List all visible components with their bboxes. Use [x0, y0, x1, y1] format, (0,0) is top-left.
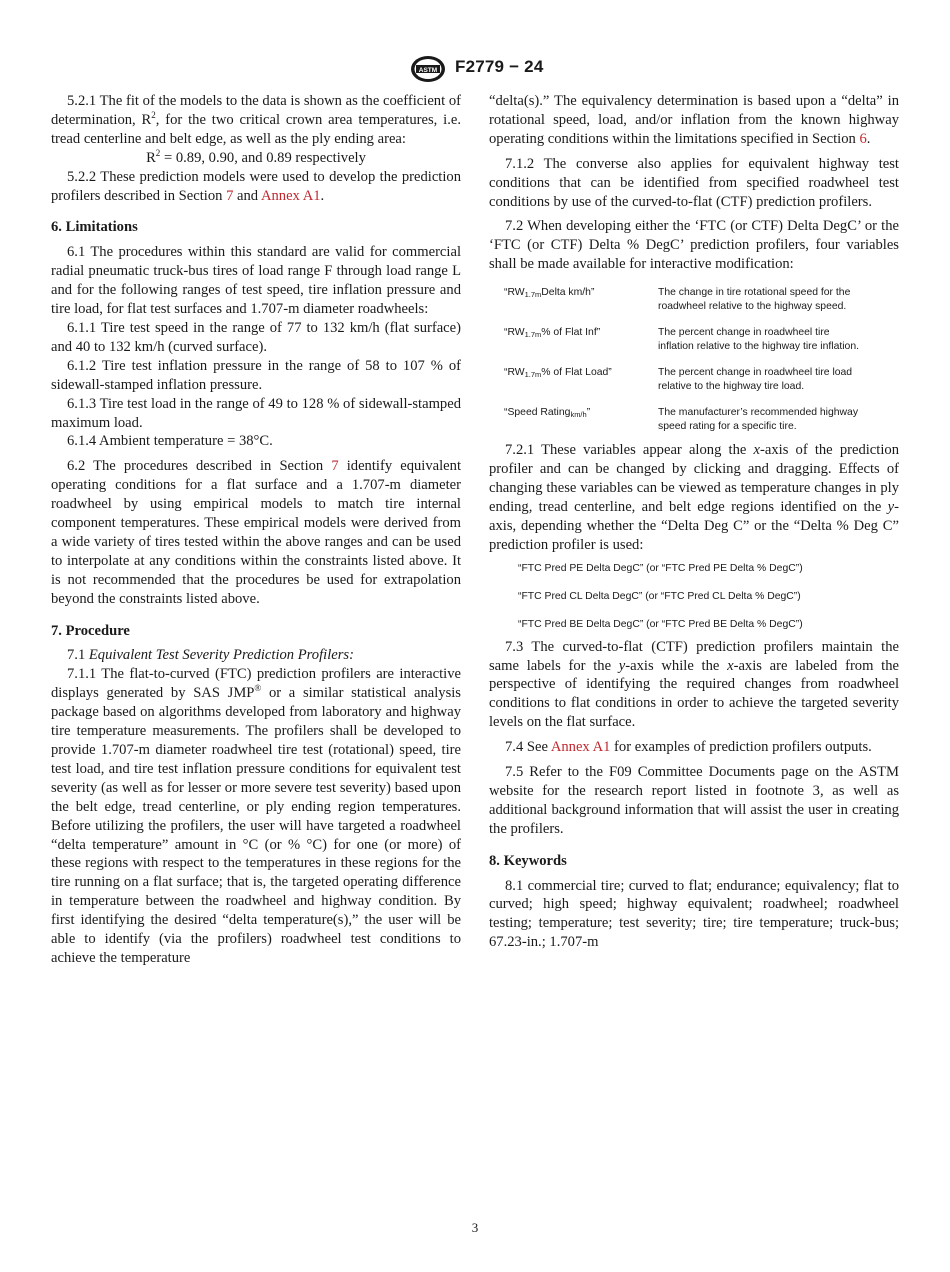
right-column [489, 92, 899, 952]
variable-name: “Speed Ratingkm/h” [504, 407, 591, 420]
paragraph-7-2: 7.2 When developing either the ‘FTC (or CTF) Delta DegC’ or the ‘FTC (or CTF) Delta % DegC’ prediction profilers, four variables shall be made available for interactive modification: [489, 218, 899, 273]
list-item: “FTC Pred PE Delta DegC” (or “FTC Pred PE Delta % DegC”) [518, 562, 803, 574]
variable-name: “RW1.7m% of Flat Load” [504, 367, 612, 380]
table-row [489, 286, 899, 314]
paragraph-6-1-4: 6.1.4 Ambient temperature = 38°C. [67, 433, 273, 450]
r-squared-values: $R^2 = 0.89$, 0.90, and 0.89 respectively [146, 147, 366, 166]
paragraph-6-1-1: 6.1.1 Tire test speed in the range of 77 to 132 km/h (flat surface) and 40 to 132 km/h (curved surface). [51, 319, 461, 355]
table-row [489, 406, 899, 434]
profiler-label-list [489, 562, 899, 632]
profiler-variables-table [489, 286, 899, 434]
paragraph-7-5: 7.5 Refer to the F09 Committee Documents page on the ASTM website for the research report listed in footnote 3, as well as additional background information that will assist the user in creating the profilers. [489, 764, 899, 837]
annex-a1-link[interactable]: Annex A1 [550, 739, 611, 756]
paragraph-5-2-2: 5.2.2 These prediction models were used to develop the prediction profilers described in Section 7 and Annex A1. [51, 168, 461, 204]
variable-description: The manufacturer’s recommended highway speed rating for a specific tire. [658, 407, 859, 433]
table-row [489, 326, 899, 354]
paragraph-7-1-1: 7.1.1 The flat-to-curved (FTC) prediction profilers are interactive displays generated by SAS JMP® or a similar statistical analysis package based on algorithms developed from laboratory and highway tire temperature measurements. The profilers shall be developed to provide 1.707-m diameter roadwheel tire test (rotational) speed, tire test load, and tire test inflation pressure conditions for equivalent test severity (as well as for lesser or more severe test severity) based upon the belt edge, tread centerline, or ply ending region temperatures. Before utilizing the profilers, the user will have targeted a roadwheel “delta temperature” amount in °C (or % °C) for one (or more) of these regions with respect to the temperatures in these regions for the tire running on a flat surface; that is, the targeted operating difference in temperature between the roadwheel and highway condition. By first identifying the desired “delta temperature(s),” the user will be able to identify (via the profilers) roadwheel test conditions to achieve the temperature [51, 666, 461, 966]
paragraph-7-1-2: 7.1.2 The converse also applies for equivalent highway test conditions that can be identified from specified roadwheel test conditions by use of the curved-to-flat (CTF) prediction profilers. [489, 155, 899, 210]
list-item: “FTC Pred CL Delta DegC” (or “FTC Pred CL Delta % DegC”) [518, 590, 801, 602]
svg-text:ASTM: ASTM [418, 66, 438, 74]
paragraph-6-1-2: 6.1.2 Tire test inflation pressure in the range of 58 to 107 % of sidewall-stamped inflation pressure. [51, 357, 461, 393]
section-7-link[interactable]: 7 [331, 458, 339, 475]
variable-description: The percent change in roadwheel tire inflation relative to the highway tire inflation. [658, 327, 859, 353]
paragraph-8-1: 8.1 commercial tire; curved to flat; endurance; equivalency; flat to curved; high speed; highway equivalent; roadwheel; roadwheel testing; temperature; test severity; tire; tire temperature; truck-bus; 67.23-in.; 1.707-m [489, 877, 899, 951]
list-item: “FTC Pred BE Delta DegC” (or “FTC Pred BE Delta % DegC”) [518, 618, 803, 630]
paragraph-5-2-1: 5.2.1 The fit of the models to the data is shown as the coefficient of determination, $R^2$, for the two critical crown area temperatures, i.e. tread centerline and belt edge, as well as the ply ending area: [51, 93, 461, 147]
annex-a1-link[interactable]: Annex A1 [260, 187, 321, 204]
table-row [489, 366, 899, 394]
page-header [0, 54, 950, 84]
left-column [51, 92, 461, 968]
heading-procedure: 7. Procedure [51, 622, 130, 639]
paragraph-7-2-1: 7.2.1 These variables appear along the x-axis of the prediction profiler and can be changed by clicking and dragging. Effects of changing these variables can be viewed as temperature changes in ply ending, tread centerline, and belt edge regions identified on the y-axis, depending whether the “Delta Deg C” or the “Delta % Deg C” prediction profiler is used: [489, 442, 899, 553]
section-6-link[interactable]: 6 [859, 130, 867, 147]
paragraph-6-1: 6.1 The procedures within this standard are valid for commercial radial pneumatic truck-bus tires of load range F through load range L and for the following ranges of test speed, tire inflation pressure and tire load, for flat test surfaces and 1.707-m diameter roadwheels: [51, 244, 461, 318]
paragraph-6-2: 6.2 The procedures described in Section 7 identify equivalent operating conditions for a flat surface and a 1.707-m diameter roadwheel by using empirical models to match tire internal component temperatures. These empirical models were derived from a wide variety of tires tested within the above ranges and can be used to interpolate at any conditions within the constraints listed above. It is not recommended that the procedures be used for extrapolation beyond the constraints listed above. [51, 458, 461, 607]
variable-description: The percent change in roadwheel tire load relative to the highway tire load. [658, 367, 853, 393]
paragraph-7-4: 7.4 See Annex A1 for examples of prediction profilers outputs. [505, 739, 872, 756]
paragraph-7-1-1-continued: “delta(s).” The equivalency determination is based upon a “delta” in rotational speed, load, and/or inflation from the known highway operating conditions within the limitations specified in Section 6. [489, 93, 899, 147]
section-7-link[interactable]: 7 [226, 187, 234, 204]
variable-name: “RW1.7mDelta km/h” [504, 287, 595, 300]
paragraph-7-3: 7.3 The curved-to-flat (CTF) prediction profilers maintain the same labels for the y-axis while the x-axis are labeled from the perspective of identifying the required changes from roadwheel conditions to flat conditions in order to achieve the targeted severity levels on the flat surface. [489, 638, 900, 731]
paragraph-6-1-3: 6.1.3 Tire test load in the range of 49 to 128 % of sidewall-stamped maximum load. [51, 395, 461, 431]
page-number: 3 [471, 1220, 479, 1235]
heading-limitations: 6. Limitations [51, 219, 138, 236]
variable-name: “RW1.7m% of Flat Inf” [504, 327, 601, 340]
variable-description: The change in tire rotational speed for the roadwheel relative to the highway speed. [658, 287, 851, 313]
astm-logo-icon [408, 54, 448, 84]
standard-designation: F2779 − 24 [455, 57, 544, 76]
heading-keywords: 8. Keywords [489, 852, 567, 869]
paragraph-7-1: 7.1 Equivalent Test Severity Prediction Profilers: [67, 647, 354, 664]
